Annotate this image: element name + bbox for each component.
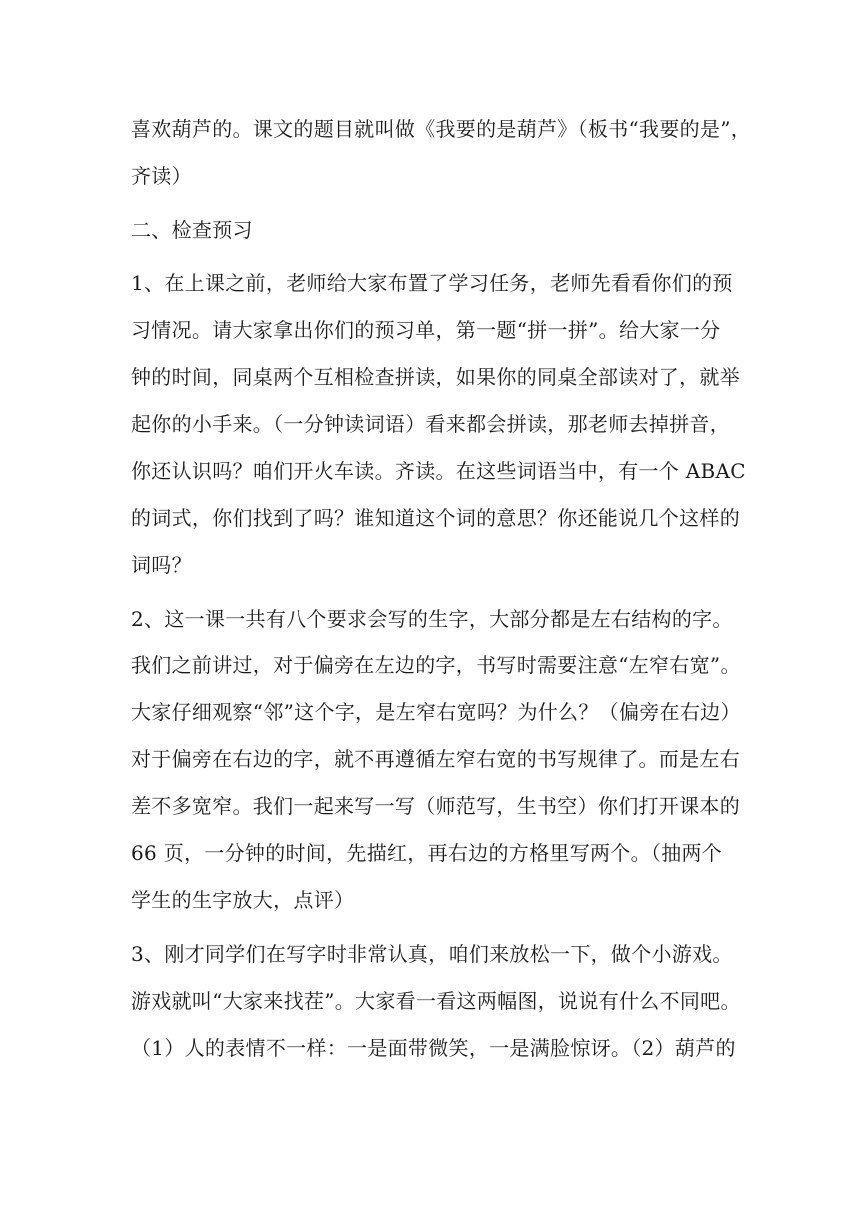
text-line: 的词式，你们找到了吗？谁知道这个词的意思？你还能说几个这样的 [131,506,740,530]
section-heading: 二、检查预习 [131,218,253,242]
text-line: 游戏就叫“大家来找茬”。大家看一看这两幅图，说说有什么不同吧。 [131,989,741,1013]
text-line: 对于偏旁在右边的字，就不再遵循左窄右宽的书写规律了。而是左右 [131,747,740,771]
text-line: 词吗？ [131,553,192,577]
text-line: 你还认识吗？咱们开火车读。齐读。在这些词语当中，有一个 ABAC [131,459,746,483]
text-line: 起你的小手来。（一分钟读词语）看来都会拼读，那老师去掉拼音， [131,412,730,436]
text-line: 喜欢葫芦的。课文的题目就叫做《我要的是葫芦》（板书“我要的是”， [131,117,752,141]
text-line: 齐读） [131,164,192,188]
text-line: 2、这一课一共有八个要求会写的生字，大部分都是左右结构的字。 [131,607,733,631]
text-line: 我们之前讲过，对于偏旁在左边的字，书写时需要注意“左窄右宽”。 [131,653,741,677]
text-line: 1、在上课之前，老师给大家布置了学习任务，老师先看看你们的预 [131,271,733,295]
text-line: 3、刚才同学们在写字时非常认真，咱们来放松一下，做个小游戏。 [131,942,733,966]
text-line: 习情况。请大家拿出你们的预习单，第一题“拼一拼”。给大家一分 [131,318,721,342]
text-line: 学生的生字放大，点评） [131,888,355,912]
text-line: （1）人的表情不一样：一是面带微笑，一是满脸惊讶。（2）葫芦的 [131,1036,736,1060]
text-line: 66 页，一分钟的时间，先描红，再右边的方格里写两个。（抽两个 [131,841,723,865]
text-line: 差不多宽窄。我们一起来写一写（师范写，生书空）你们打开课本的 [131,794,740,818]
text-line: 钟的时间，同桌两个互相检查拼读，如果你的同桌全部读对了，就举 [131,365,740,389]
text-line: 大家仔细观察“邻”这个字，是左窄右宽吗？为什么？（偏旁在右边） [131,700,741,724]
